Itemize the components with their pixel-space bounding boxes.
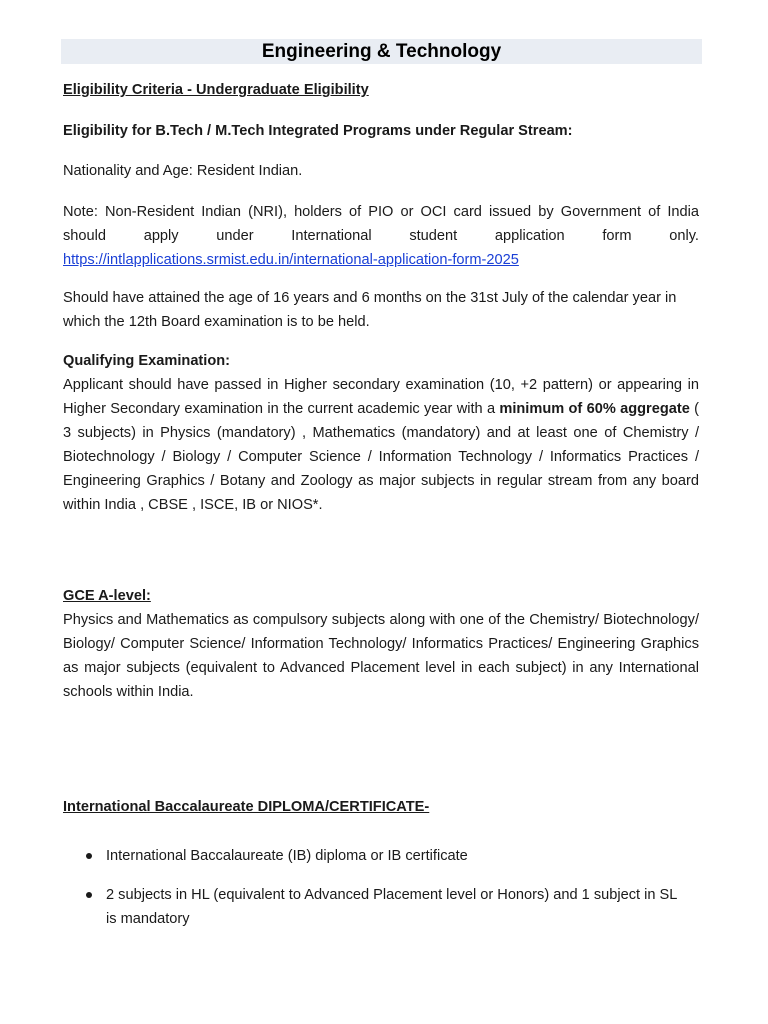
- note-paragraph: [63, 200, 699, 272]
- gce-text: Physics and Mathematics as compulsory subjects along with one of the Chemistry/ Biotechnology/ Biology/ Computer Science/ Information Technology/ Informatics Practices/ Engineering Graphics as major subjects (equivalent to Advanced Placement level in each subject) in any International schools within India.: [63, 612, 699, 700]
- gce-heading-text: GCE A-level:: [63, 588, 151, 604]
- gce-heading: [63, 584, 699, 608]
- page-title: Engineering & Technology: [61, 39, 702, 64]
- minimum-aggregate-highlight: minimum of 60% aggregate: [499, 401, 690, 417]
- qualifying-heading: Qualifying Examination:: [63, 353, 231, 369]
- bullet-icon: [86, 892, 92, 898]
- list-item: [63, 883, 683, 931]
- note-line-2: should apply under International student application form only.: [63, 228, 699, 244]
- note-line-1: Note: Non-Resident Indian (NRI), holders of PIO or OCI card issued by Government of India: [63, 204, 699, 220]
- qualifying-text-part-2: ( 3 subjects) in Physics (mandatory) , Mathematics (mandatory) and at least one of Chemistry / Biotechnology / Biology / Computer Science / Information Technology / Informatics Practices / Engineering Graphics / Botany and Zoology as major subjects in regular stream from any board within India , CBSE , ISCE, IB or NIOS*.: [63, 401, 699, 513]
- criteria-heading: [63, 78, 699, 102]
- list-item-text: International Baccalaureate (IB) diploma or IB certificate: [106, 848, 468, 864]
- ib-heading-text: International Baccalaureate DIPLOMA/CERTIFICATE-: [63, 799, 430, 815]
- list-item-text: 2 subjects in HL (equivalent to Advanced Placement level or Honors) and 1 subject in SL is mandatory: [106, 887, 677, 927]
- international-application-link[interactable]: https://intlapplications.srmist.edu.in/international-application-form-2025: [63, 252, 519, 268]
- ib-list: [63, 844, 683, 931]
- qualifying-text-part-1: Applicant should have passed in Higher secondary examination (10, +2 pattern) or appearing in Higher Secondary examination in the current academic year with a: [63, 377, 699, 417]
- ib-heading: [63, 795, 699, 819]
- list-item: [63, 844, 683, 868]
- criteria-heading-text: Eligibility Criteria - Undergraduate Eligibility: [63, 82, 369, 98]
- nationality-text: Nationality and Age: Resident Indian.: [63, 163, 303, 179]
- programs-heading: Eligibility for B.Tech / M.Tech Integrated Programs under Regular Stream:: [63, 123, 573, 139]
- age-text: Should have attained the age of 16 years and 6 months on the 31st July of the calendar year in which the 12th Board examination is to be held.: [63, 290, 677, 330]
- qualifying-text: [63, 373, 699, 517]
- bullet-icon: [86, 853, 92, 859]
